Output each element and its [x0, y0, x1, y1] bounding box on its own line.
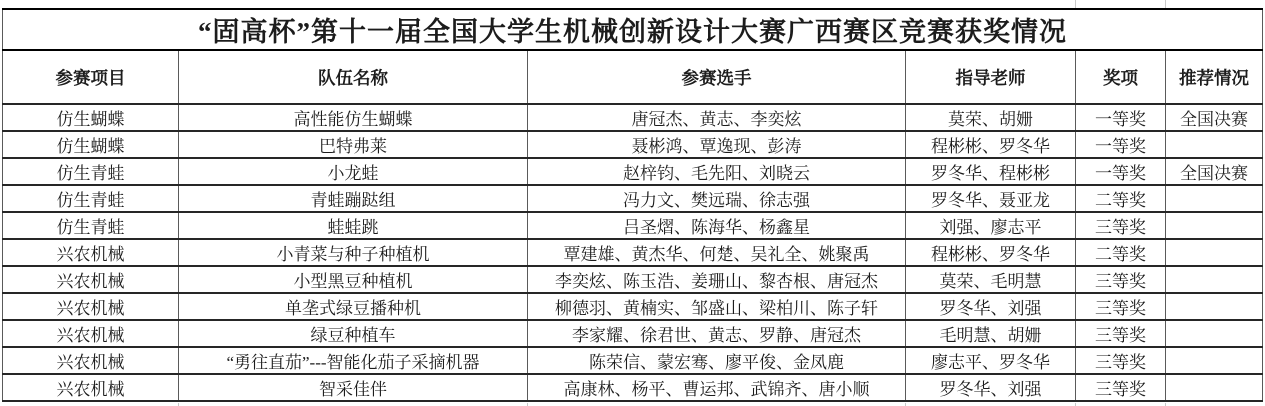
cell-team[interactable]: 巴特弗莱: [179, 131, 528, 158]
cell-team[interactable]: 小型黑豆种植机: [179, 266, 528, 293]
cell-award[interactable]: 一等奖: [1076, 131, 1166, 158]
cell-recommendation[interactable]: [1166, 239, 1263, 266]
header-participants[interactable]: 参赛选手: [528, 50, 906, 104]
cell-award[interactable]: 三等奖: [1076, 320, 1166, 347]
table-row: [3, 212, 1263, 239]
cell-participants[interactable]: 赵梓钧、毛先阳、刘晓云: [528, 158, 906, 185]
cell-participants[interactable]: 覃建雄、黄杰华、何楚、吴礼全、姚聚禹: [528, 239, 906, 266]
cell-teachers[interactable]: 莫荣、毛明慧: [906, 266, 1076, 293]
cell-teachers[interactable]: 程彬彬、罗冬华: [906, 131, 1076, 158]
cell-recommendation[interactable]: [1166, 131, 1263, 158]
table-row: [3, 374, 1263, 401]
header-row: [3, 50, 1263, 104]
cell-teachers[interactable]: 莫荣、胡姗: [906, 104, 1076, 131]
cell-project[interactable]: 仿生青蛙: [3, 158, 179, 185]
table-row: [3, 239, 1263, 266]
cell-project[interactable]: 兴农机械: [3, 239, 179, 266]
table-row: [3, 266, 1263, 293]
cell-project[interactable]: 兴农机械: [3, 347, 179, 374]
cell-award[interactable]: 三等奖: [1076, 347, 1166, 374]
table-row: [3, 104, 1263, 131]
cell-participants[interactable]: 唐冠杰、黄志、李奕炫: [528, 104, 906, 131]
table-row: [3, 158, 1263, 185]
cell-participants[interactable]: 聂彬鸿、覃逸现、彭涛: [528, 131, 906, 158]
table-row: [3, 347, 1263, 374]
cell-project[interactable]: 兴农机械: [3, 374, 179, 401]
cell-recommendation[interactable]: 全国决赛: [1166, 158, 1263, 185]
cell-participants[interactable]: 李奕炫、陈玉浩、姜珊山、黎杏根、唐冠杰: [528, 266, 906, 293]
cell-award[interactable]: 三等奖: [1076, 266, 1166, 293]
cell-teachers[interactable]: 程彬彬、罗冬华: [906, 239, 1076, 266]
cell-team[interactable]: 智采佳伴: [179, 374, 528, 401]
cell-team[interactable]: 小龙蛙: [179, 158, 528, 185]
cell-recommendation[interactable]: [1166, 347, 1263, 374]
page-title[interactable]: “固高杯”第十一届全国大学生机械创新设计大赛广西赛区竞赛获奖情况: [3, 9, 1263, 50]
cell-project[interactable]: 仿生青蛙: [3, 212, 179, 239]
cell-project[interactable]: 仿生蝴蝶: [3, 104, 179, 131]
cell-participants[interactable]: 吕圣熠、陈海华、杨鑫星: [528, 212, 906, 239]
cell-team[interactable]: 高性能仿生蝴蝶: [179, 104, 528, 131]
cell-award[interactable]: 一等奖: [1076, 104, 1166, 131]
cell-recommendation[interactable]: [1166, 185, 1263, 212]
cell-award[interactable]: 二等奖: [1076, 185, 1166, 212]
cell-project[interactable]: 兴农机械: [3, 293, 179, 320]
cell-recommendation[interactable]: [1166, 212, 1263, 239]
cell-award[interactable]: 一等奖: [1076, 158, 1166, 185]
cell-award[interactable]: 二等奖: [1076, 239, 1166, 266]
cell-teachers[interactable]: 毛明慧、胡姗: [906, 320, 1076, 347]
cell-team[interactable]: 小青菜与种子种植机: [179, 239, 528, 266]
gridline-stub: [1165, 0, 1166, 8]
cell-recommendation[interactable]: 全国决赛: [1166, 104, 1263, 131]
cell-team[interactable]: 绿豆种植车: [179, 320, 528, 347]
header-project[interactable]: 参赛项目: [3, 50, 179, 104]
header-teachers[interactable]: 指导老师: [906, 50, 1076, 104]
cell-award[interactable]: 三等奖: [1076, 374, 1166, 401]
cell-teachers[interactable]: 廖志平、罗冬华: [906, 347, 1076, 374]
cell-project[interactable]: 兴农机械: [3, 320, 179, 347]
header-recommendation[interactable]: 推荐情况: [1166, 50, 1263, 104]
header-award[interactable]: 奖项: [1076, 50, 1166, 104]
cell-recommendation[interactable]: [1166, 320, 1263, 347]
table-row: [3, 320, 1263, 347]
cell-project[interactable]: 仿生蝴蝶: [3, 131, 179, 158]
cell-project[interactable]: 兴农机械: [3, 266, 179, 293]
cell-recommendation[interactable]: [1166, 266, 1263, 293]
table-row: [3, 131, 1263, 158]
table-row: [3, 185, 1263, 212]
cell-participants[interactable]: 柳德羽、黄楠实、邹盛山、梁柏川、陈子轩: [528, 293, 906, 320]
cell-award[interactable]: 三等奖: [1076, 212, 1166, 239]
gridline-stub: [1075, 0, 1076, 8]
award-results-table: [2, 8, 1263, 402]
cell-teachers[interactable]: 罗冬华、程彬彬: [906, 158, 1076, 185]
cell-teachers[interactable]: 刘强、廖志平: [906, 212, 1076, 239]
cell-teachers[interactable]: 罗冬华、刘强: [906, 374, 1076, 401]
header-team[interactable]: 队伍名称: [179, 50, 528, 104]
cell-teachers[interactable]: 罗冬华、刘强: [906, 293, 1076, 320]
cell-teachers[interactable]: 罗冬华、聂亚龙: [906, 185, 1076, 212]
cell-recommendation[interactable]: [1166, 374, 1263, 401]
title-row: [3, 9, 1263, 50]
cell-team[interactable]: “勇往直茄”---智能化茄子采摘机器: [179, 347, 528, 374]
cell-participants[interactable]: 李家耀、徐君世、黄志、罗静、唐冠杰: [528, 320, 906, 347]
cell-team[interactable]: 单垄式绿豆播种机: [179, 293, 528, 320]
cell-participants[interactable]: 陈荣信、蒙宏骞、廖平俊、金凤鹿: [528, 347, 906, 374]
cell-participants[interactable]: 冯力文、樊远瑞、徐志强: [528, 185, 906, 212]
cell-project[interactable]: 仿生青蛙: [3, 185, 179, 212]
table-row: [3, 293, 1263, 320]
cell-recommendation[interactable]: [1166, 293, 1263, 320]
cell-participants[interactable]: 高康林、杨平、曹运邦、武锦齐、唐小顺: [528, 374, 906, 401]
cell-award[interactable]: 三等奖: [1076, 293, 1166, 320]
cell-team[interactable]: 青蛙蹦跶组: [179, 185, 528, 212]
cell-team[interactable]: 蛙蛙跳: [179, 212, 528, 239]
